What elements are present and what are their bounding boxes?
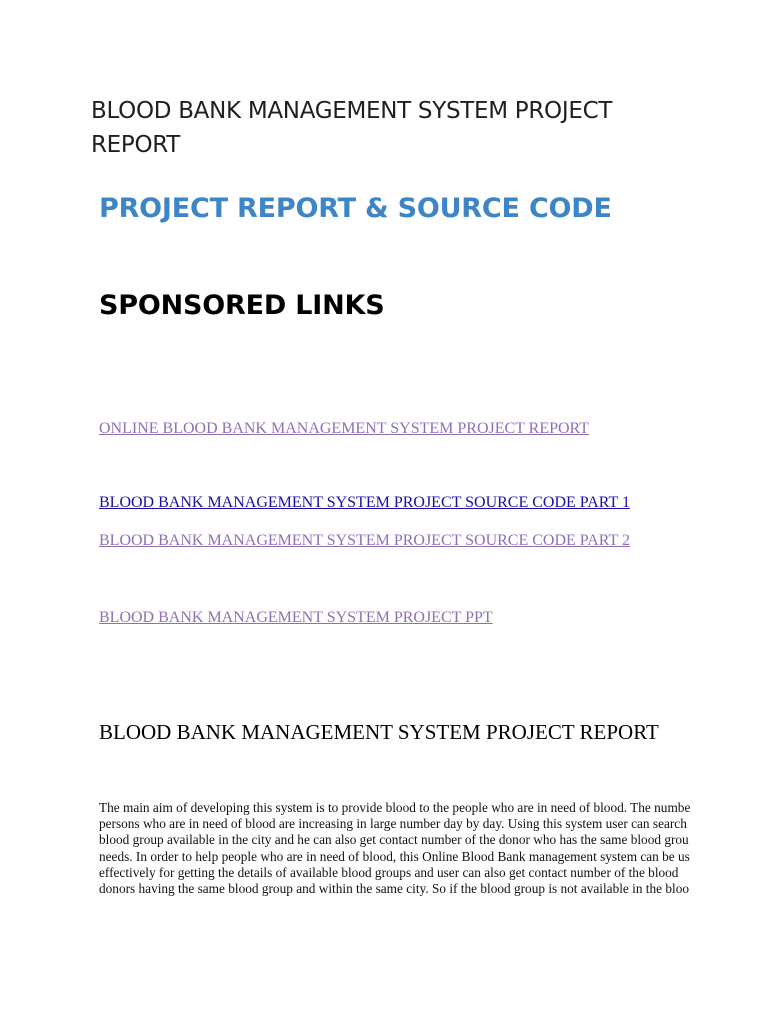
body-paragraph: [99, 800, 768, 910]
link-source-code-part-2[interactable]: BLOOD BANK MANAGEMENT SYSTEM PROJECT SOURCE CODE PART 2: [99, 532, 630, 549]
body-line: donors having the same blood group and within the same city. So if the blood group is not available in the bloo: [99, 881, 690, 897]
project-report-heading: PROJECT REPORT & SOURCE CODE: [99, 193, 612, 224]
link-source-code-part-1[interactable]: BLOOD BANK MANAGEMENT SYSTEM PROJECT SOURCE CODE PART 1: [99, 494, 630, 511]
section-heading: BLOOD BANK MANAGEMENT SYSTEM PROJECT REPORT: [99, 720, 659, 744]
body-line: effectively for getting the details of available blood groups and user can also get contact number of the blood: [99, 864, 679, 880]
body-line: blood group available in the city and he can also get contact number of the donor who has the same blood grou: [99, 832, 689, 848]
sponsored-links-heading: SPONSORED LINKS: [99, 290, 385, 321]
body-line: The main aim of developing this system is to provide blood to the people who are in need of blood. The numbe: [99, 800, 691, 815]
link-project-ppt[interactable]: BLOOD BANK MANAGEMENT SYSTEM PROJECT PPT: [99, 609, 493, 626]
document-title: BLOOD BANK MANAGEMENT SYSTEM PROJECT REPORT: [91, 98, 613, 158]
body-line: needs. In order to help people who are in need of blood, this Online Blood Bank management system can be us: [99, 848, 690, 864]
body-line: persons who are in need of blood are increasing in large number day by day. Using this system user can search: [99, 816, 687, 832]
link-online-project-report[interactable]: ONLINE BLOOD BANK MANAGEMENT SYSTEM PROJECT REPORT: [99, 420, 590, 437]
